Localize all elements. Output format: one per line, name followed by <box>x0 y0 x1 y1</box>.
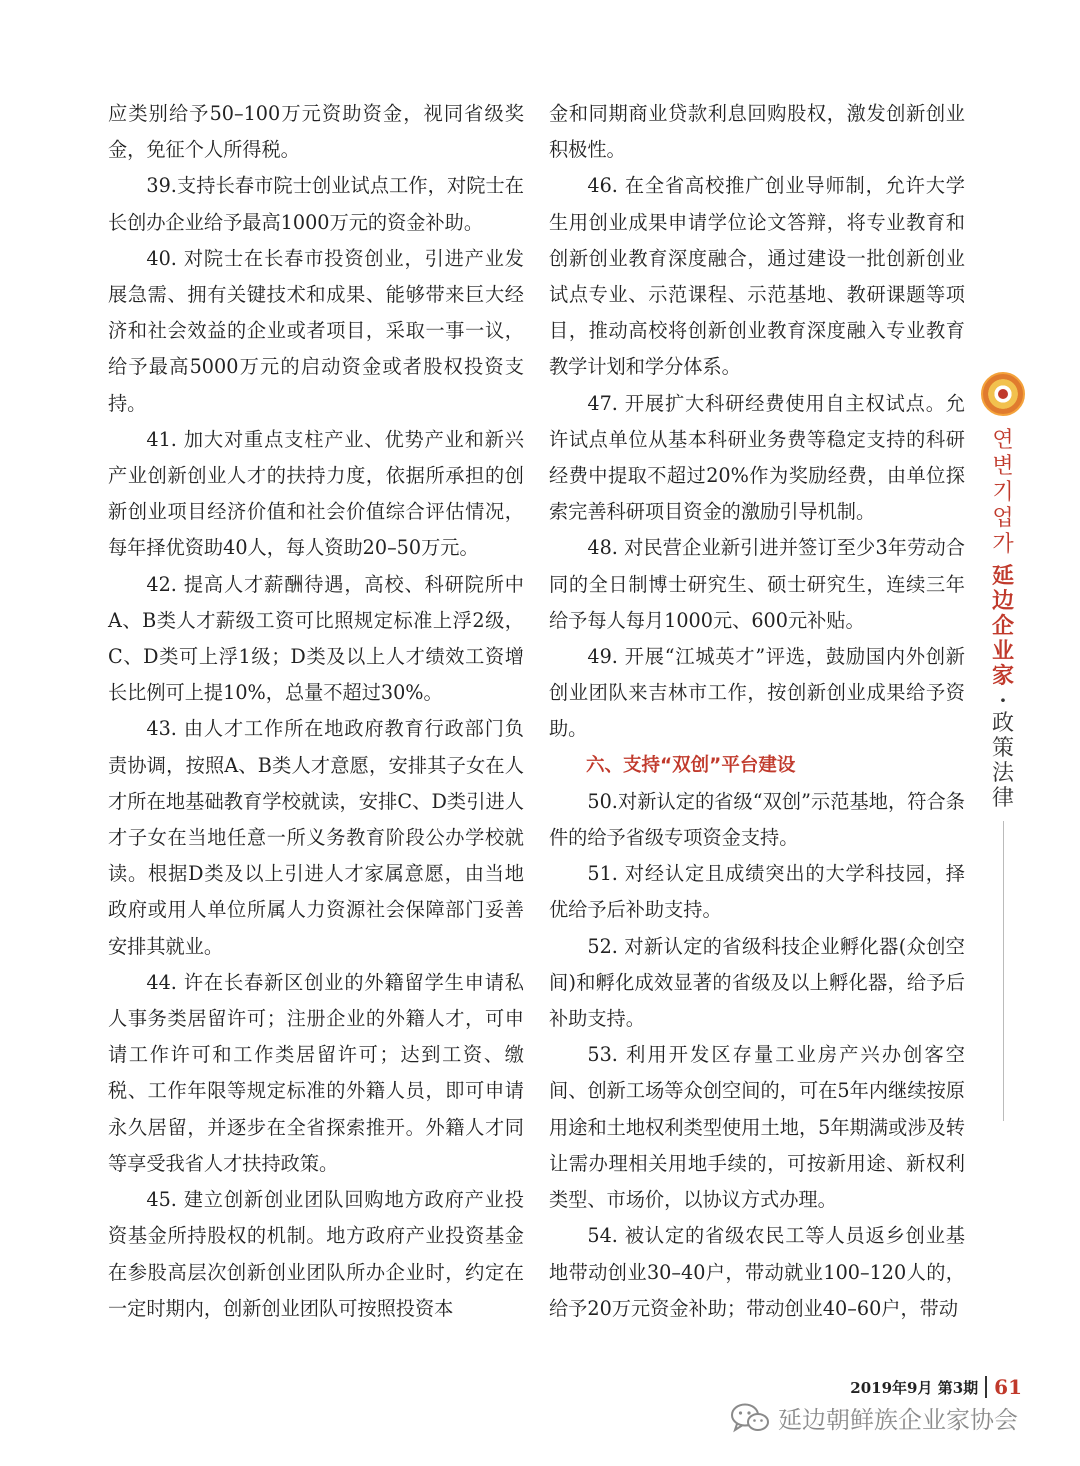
paragraph: 47. 开展扩大科研经费使用自主权试点。允许试点单位从基本科研业务费等稳定支持的科研经费中提取不超过20%作为奖励经费，由单位探索完善科研项目资金的激励引导机制。 <box>549 391 965 524</box>
side-title-separator: · <box>999 688 1007 712</box>
paragraph: 51. 对经认定且成绩突出的大学科技园，择优给予后补助支持。 <box>549 862 965 922</box>
paragraph: 42. 提高人才薪酬待遇，高校、科研院所中A、B类人才薪级工资可比照规定标准上浮2级，C、D类可上浮1级；D类及以上人才绩效工资增长比例可上提10%，总量不超过30%。 <box>108 572 524 705</box>
section-heading: 六、支持“双创”平台建设 <box>586 754 796 776</box>
paragraph: 45. 建立创新创业团队回购地方政府产业投资基金所持股权的机制。地方政府产业投资基金在参股高层次创新创业团队所办企业时，约定在一定时期内，创新创业团队可按照投资本 <box>108 1188 524 1320</box>
issue-label: 2019年9月 第3期 <box>850 1378 979 1397</box>
paragraph: 40. 对院士在长春市投资创业，引进产业发展急需、拥有关键技术和成果、能够带来巨大经济和社会效益的企业或者项目，采取一事一议，给予最高5000万元的启动资金或者股权投资支持。 <box>108 246 524 415</box>
watermark-text: 延边朝鲜族企业家协会 <box>778 1406 1018 1434</box>
paragraph: 46. 在全省高校推广创业导师制，允许大学生用创业成果申请学位论文答辩，将专业教育和创新创业教育深度融合，通过建设一批创新创业试点专业、示范课程、示范基地、教研课题等项目，推动高校将创新创业教育深度融入专业教育教学计划和学分体系。 <box>549 174 965 379</box>
left-column <box>108 96 524 1327</box>
paragraph: 41. 加大对重点支柱产业、优势产业和新兴产业创新创业人才的扶持力度，依据所承担的创新创业项目经济价值和社会价值综合评估情况，每年择优资助40人，每人资助20–50万元。 <box>108 427 524 560</box>
footer-divider <box>985 1376 987 1398</box>
paragraph: 43. 由人才工作所在地政府教育行政部门负责协调，按照A、B类人才意愿，安排其子女在人才所在地基础教育学校就读，安排C、D类引进人才子女在当地任意一所义务教育阶段公办学校就读。根据D类及以上引进人才家属意愿，由当地政府或用人单位所属人力资源社会保障部门妥善安排其就业。 <box>108 717 524 958</box>
paragraph: 54. 被认定的省级农民工等人员返乡创业基地带动创业30–40户，带动就业100–120人的，给予20万元资金补助；带动创业40–60户，带动 <box>549 1224 965 1320</box>
paragraph: 应类别给予50–100万元资助资金，视同省级奖金，免征个人所得税。 <box>108 102 524 162</box>
watermark <box>730 1400 1018 1435</box>
page-number: 61 <box>994 1375 1022 1399</box>
association-logo-icon <box>981 372 1025 416</box>
paragraph: 39.支持长春市院士创业试点工作，对院士在长创办企业给予最高1000万元的资金补助。 <box>108 174 524 234</box>
page-footer <box>850 1375 1022 1399</box>
paragraph: 50.对新认定的省级“双创”示范基地，符合条件的给予省级专项资金支持。 <box>549 789 965 850</box>
side-tab <box>980 372 1026 1121</box>
paragraph: 53. 利用开发区存量工业房产兴办创客空间、创新工场等众创空间的，可在5年内继续按原用途和土地权利类型使用土地，5年期满或涉及转让需办理相关用地手续的，可按新用途、新权利类型、市场价，以协议方式办理。 <box>549 1043 965 1212</box>
side-section-name: 政策法律 <box>991 711 1014 811</box>
paragraph: 金和同期商业贷款利息回购股权，激发创新创业积极性。 <box>549 102 965 162</box>
paragraph: 48. 对民营企业新引进并签订至少3年劳动合同的全日制博士研究生、硕士研究生，连续三年给予每人每月1000元、600元补贴。 <box>549 536 965 632</box>
wechat-icon <box>730 1402 770 1434</box>
side-title-chinese: 延边企业家 <box>991 564 1014 689</box>
side-divider <box>1003 821 1004 1121</box>
paragraph: 52. 对新认定的省级科技企业孵化器(众创空间)和孵化成效显著的省级及以上孵化器，给予后补助支持。 <box>549 934 965 1031</box>
paragraph: 49. 开展“江城英才”评选，鼓励国内外创新创业团队来吉林市工作，按创新创业成果给予资助。 <box>549 645 965 741</box>
paragraph: 44. 许在长春新区创业的外籍留学生申请私人事务类居留许可；注册企业的外籍人才，可申请工作许可和工作类居留许可；达到工资、缴税、工作年限等规定标准的外籍人员，即可申请永久居留，并逐步在全省探索推开。外籍人才同等享受我省人才扶持政策。 <box>108 970 524 1175</box>
right-column <box>549 96 965 1327</box>
side-title-korean: 연변기업가 <box>992 428 1014 557</box>
